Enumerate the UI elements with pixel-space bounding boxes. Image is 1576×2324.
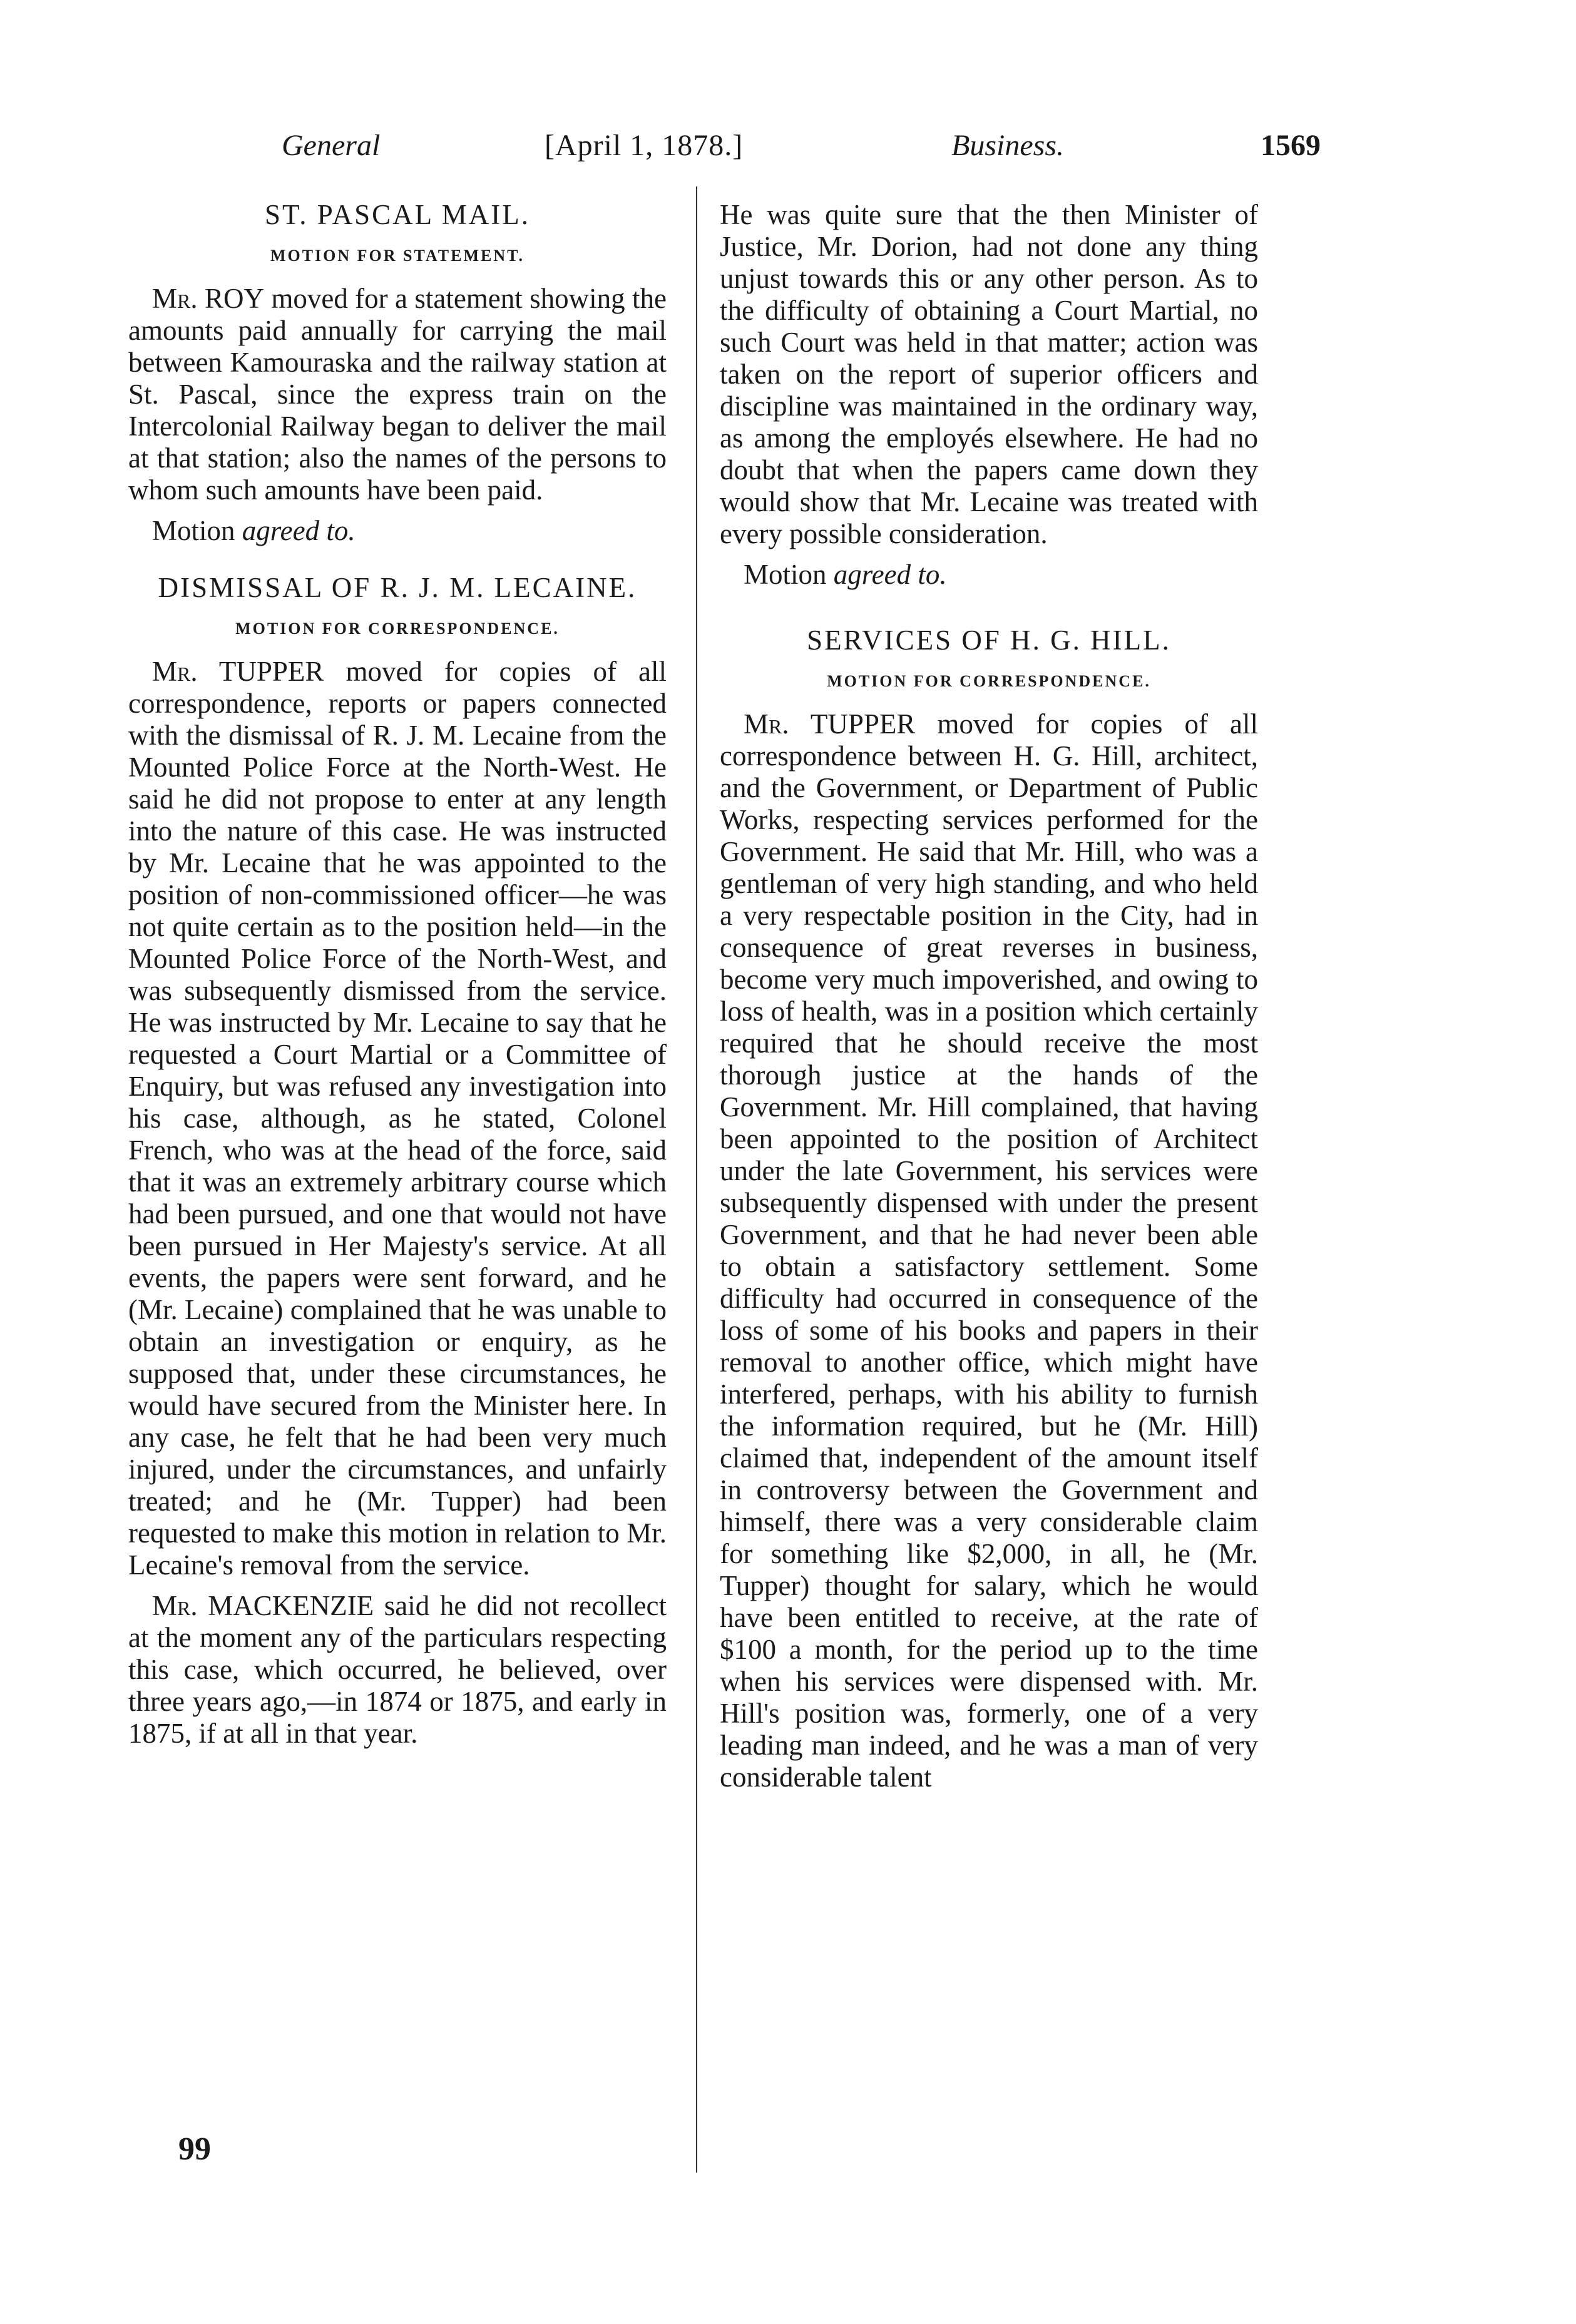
motion-status: agreed to.: [833, 559, 947, 590]
left-column: [128, 199, 667, 1758]
motion-prefix: Motion: [744, 559, 827, 590]
paragraph-mackenzie-reply: [128, 1590, 667, 1750]
paragraph-text: moved for a statement showing the amounts paid annually for carrying the mail between Kamouraska and the railway station at St. Pascal, since the express train on the Intercolonial Railway began to deliver the mail at that station; also the names of the persons to whom such amounts have been paid.: [128, 283, 667, 506]
paragraph-mackenzie-continued: He was quite sure that the then Minister of Justice, Mr. Dorion, had not done any thing unjust towards this or any other person. As to the difficulty of obtaining a Court Martial, no such Court was held in that matter; action was taken on the report of superior officers and discipline was maintained in the ordinary way, as among the employés elsewhere. He had no doubt that when the papers came down they would show that Mr. Lecaine was treated with every possible consideration.: [720, 199, 1258, 549]
running-head-left: General: [282, 129, 381, 162]
motion-result: [720, 559, 1258, 591]
signature-mark: 99: [178, 2131, 211, 2167]
running-head-right: Business.: [951, 129, 1064, 162]
section-title-dismissal-lecaine: DISMISSAL OF R. J. M. LECAINE.: [158, 572, 637, 603]
paragraph-roy-motion: [128, 283, 667, 506]
paragraph-tupper-hill: [720, 708, 1258, 1793]
motion-prefix: Motion: [152, 515, 235, 546]
speaker-name: Mr. ROY: [152, 283, 264, 314]
paragraph-text: moved for copies of all correspondence between H. G. Hill, architect, and the Government, or Department of Public Works, respecting services performed for the Government. He said that Mr. Hill, who was a gentleman of very high standing, and who held a very respectable position in the City, had in consequence of great reverses in business, become very much impoverished, and owing to loss of health, was in a position which certainly required that he should receive the most thorough justice at the hands of the Government. Mr. Hill complained, that having been appointed to the position of Architect under the late Government, his services were subsequently dispensed with under the present Government, and that he had never been able to obtain a satisfactory settlement. Some difficulty had occurred in consequence of the loss of some of his books and papers in their removal to another office, which might have interfered, perhaps, with his ability to furnish the information required, but he (Mr. Hill) claimed that, independent of the amount itself in controversy between the Government and himself, there was a very considerable claim for something like $2,000, in all, he (Mr. Tupper) thought for salary, which he would have been entitled to receive, at the rate of $100 a month, for the period up to the time when his services were dispensed with. Mr. Hill's position was, formerly, one of a very leading man indeed, and he was a man of very considerable talent: [720, 708, 1258, 1793]
motion-status: agreed to.: [242, 515, 356, 546]
section-subhead-motion-for-correspondence: MOTION FOR CORRESPONDENCE.: [235, 619, 560, 638]
section-subhead-motion-for-statement: MOTION FOR STATEMENT.: [270, 247, 525, 265]
paragraph-text: moved for copies of all correspondence, reports or papers connected with the dismissal of R. J. M. Lecaine from the Mounted Police Force at the North-West. He said he did not propose to enter at any length into the nature of this case. He was instructed by Mr. Lecaine that he was appointed to the position of non-commissioned officer—he was not quite certain as to the position held—in the Mounted Police Force of the North-West, and was subsequently dismissed from the service. He was instructed by Mr. Lecaine to say that he requested a Court Martial or a Committee of Enquiry, but was refused any investigation into his case, although, as he stated, Colonel French, who was at the head of the force, said that it was an extremely arbitrary course which had been pursued, and one that would not have been pursued in Her Majesty's service. At all events, the papers were sent forward, and he (Mr. Lecaine) complained that he was unable to obtain an investigation or enquiry, as he supposed that, under these circumstances, he would have secured from the Minister here. In any case, he felt that he had been very much injured, under the circumstances, and unfairly treated; and he (Mr. Tupper) had been requested to make this motion in relation to Mr. Lecaine's removal from the service.: [128, 656, 667, 1581]
running-head: [269, 128, 1321, 166]
paragraph-text: said he did not recollect at the moment any of the particulars respecting this case, which occurred, he believed, over three years ago,—in 1874 or 1875, and early in 1875, if at all in that year.: [128, 1590, 667, 1749]
speaker-name: Mr. TUPPER: [152, 656, 324, 687]
section-subhead-motion-for-correspondence: MOTION FOR CORRESPONDENCE.: [827, 672, 1151, 690]
paragraph-tupper-lecaine: [128, 656, 667, 1581]
speaker-name: Mr. MACKENZIE: [152, 1590, 374, 1621]
page-number: 1569: [1261, 129, 1321, 162]
motion-result: [128, 515, 667, 547]
section-title-st-pascal-mail: ST. PASCAL MAIL.: [265, 199, 530, 230]
running-head-date: [April 1, 1878.]: [545, 129, 744, 162]
right-column: [720, 199, 1258, 1802]
speaker-name: Mr. TUPPER: [744, 708, 916, 740]
column-rule: [696, 195, 697, 2173]
section-title-services-hill: SERVICES OF H. G. HILL.: [807, 624, 1171, 656]
